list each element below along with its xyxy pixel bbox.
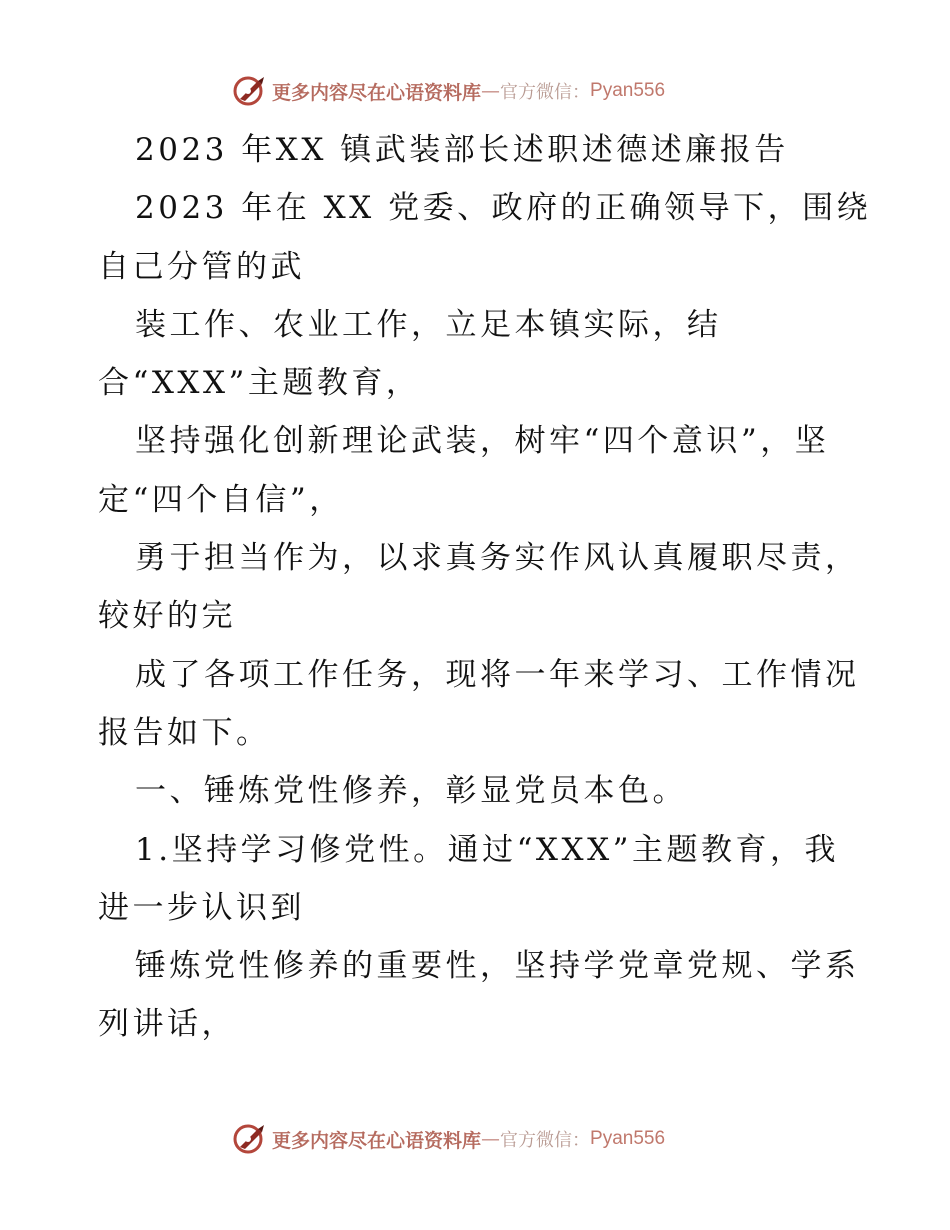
pen-logo-icon [232, 73, 268, 109]
watermark-separator: — [481, 80, 501, 102]
paragraph-line: 定“四个自信”， [98, 481, 344, 518]
watermark-text: 更多内容尽在心语资料库 [272, 81, 482, 104]
watermark-id: Pyan556 [590, 80, 666, 101]
paragraph-line: 列讲话， [98, 1006, 236, 1043]
paragraph-line: 锤炼党性修养的重要性，坚持学党章党规、学系 [135, 948, 860, 985]
pen-logo-icon [232, 1121, 268, 1157]
watermark-label: 官方微信： [500, 82, 591, 103]
watermark-text: 更多内容尽在心语资料库 [272, 1129, 482, 1152]
paragraph-line: 成了各项工作任务，现将一年来学习、工作情况 [135, 656, 860, 693]
footer-watermark [232, 1121, 665, 1157]
watermark-label: 官方微信： [500, 1130, 591, 1151]
document-body [98, 121, 872, 1054]
paragraph-line: 2023 年在 XX 党委、政府的正确领导下，围绕 [135, 190, 872, 227]
section-heading: 一、锤炼党性修养，彰显党员本色。 [135, 773, 687, 810]
paragraph-line: 进一步认识到 [98, 889, 305, 926]
watermark-separator: — [481, 1128, 501, 1150]
header-watermark [232, 73, 665, 109]
document-title: 2023 年XX 镇武装部长述职述德述廉报告 [135, 132, 789, 168]
paragraph-line: 自己分管的武 [98, 248, 305, 285]
paragraph-line: 报告如下。 [98, 714, 271, 751]
paragraph-line: 合“XXX”主题教育， [98, 365, 421, 402]
paragraph-line: 坚持强化创新理论武装，树牢“四个意识”，坚 [135, 423, 830, 460]
subsection-heading: 1.坚持学习修党性。通过“XXX”主题教育，我 [135, 831, 839, 868]
watermark-id: Pyan556 [590, 1128, 666, 1149]
paragraph-line: 较好的完 [98, 598, 236, 635]
paragraph-line: 勇于担当作为，以求真务实作风认真履职尽责， [135, 540, 860, 577]
paragraph-line: 装工作、农业工作，立足本镇实际，结 [135, 306, 722, 343]
